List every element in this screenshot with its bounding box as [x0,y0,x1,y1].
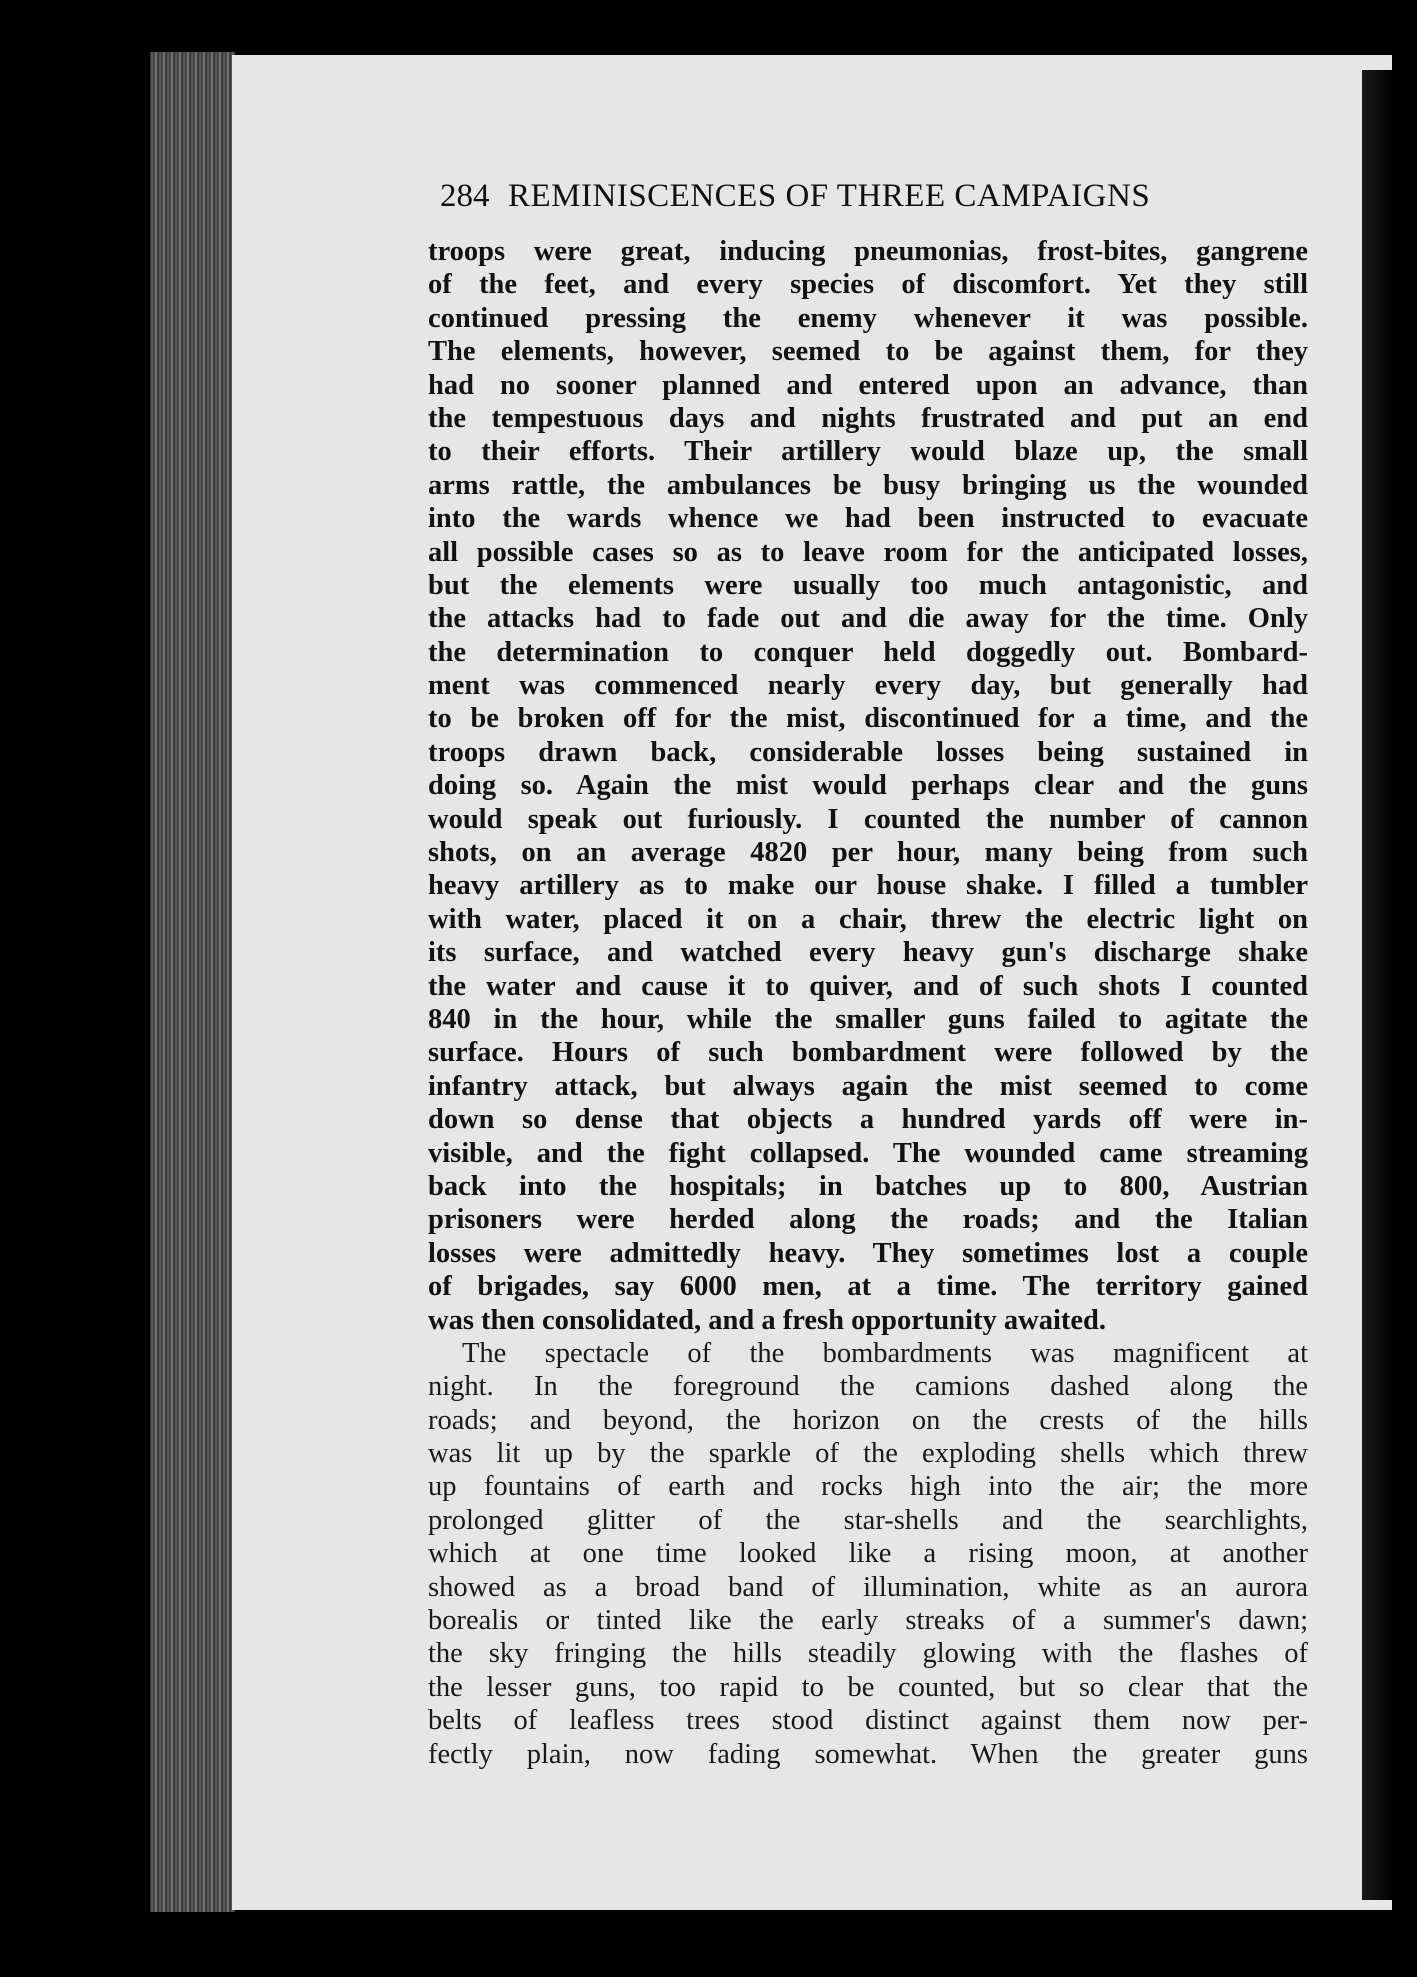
text-line: of the feet, and every species of discomfort. Yet they still [428,269,1308,301]
text-line: ment was commenced nearly every day, but generally had [428,670,1308,702]
text-line: prolonged glitter of the star-shells and the searchlights, [428,1504,1308,1536]
running-header [440,178,1270,222]
text-line: of brigades, say 6000 men, at a time. The territory gained [428,1271,1308,1303]
text-line: back into the hospitals; in batches up to 800, Austrian [428,1170,1308,1202]
body-text [428,235,1308,1771]
text-line: prisoners were herded along the roads; and the Italian [428,1204,1308,1236]
text-line: to their efforts. Their artillery would blaze up, the small [428,436,1308,468]
text-line: with water, placed it on a chair, threw the electric light on [428,903,1308,935]
book-page-edges [150,52,235,1912]
text-line: arms rattle, the ambulances be busy bringing us the wounded [428,469,1308,501]
text-line: infantry attack, but always again the mist seemed to come [428,1070,1308,1102]
text-line: would speak out furiously. I counted the number of cannon [428,803,1308,835]
text-line: heavy artillery as to make our house shake. I filled a tumbler [428,870,1308,902]
text-line: shots, on an average 4820 per hour, many being from such [428,837,1308,869]
text-line: the determination to conquer held doggedly out. Bombard- [428,636,1308,668]
text-line: fectly plain, now fading somewhat. When the greater guns [428,1738,1308,1770]
text-line: losses were admittedly heavy. They sometimes lost a couple [428,1237,1308,1269]
text-line: down so dense that objects a hundred yards off were in- [428,1104,1308,1136]
text-line: The elements, however, seemed to be against them, for they [428,336,1308,368]
text-line: the sky fringing the hills steadily glowing with the flashes of [428,1638,1308,1670]
text-line: the attacks had to fade out and die away for the time. Only [428,603,1308,635]
text-line: showed as a broad band of illumination, white as an aurora [428,1571,1308,1603]
page-number: 284 [440,178,490,214]
text-line: the lesser guns, too rapid to be counted, but so clear that the [428,1671,1308,1703]
text-line: the tempestuous days and nights frustrated and put an end [428,402,1308,434]
text-line: The spectacle of the bombardments was magnificent at [462,1337,1308,1369]
text-line: was then consolidated, and a fresh opportunity awaited. [428,1304,1107,1336]
text-line: belts of leafless trees stood distinct against them now per- [428,1705,1308,1737]
text-line: night. In the foreground the camions dashed along the [428,1371,1308,1403]
text-line: but the elements were usually too much antagonistic, and [428,569,1308,601]
binding-shadow [1362,70,1392,1900]
text-line: was lit up by the sparkle of the exploding shells which threw [428,1438,1308,1470]
text-line: up fountains of earth and rocks high into the air; the more [428,1471,1308,1503]
text-line: surface. Hours of such bombardment were followed by the [428,1037,1308,1069]
running-title: REMINISCENCES OF THREE CAMPAIGNS [508,178,1151,214]
text-line: doing so. Again the mist would perhaps clear and the guns [428,770,1308,802]
text-line: had no sooner planned and entered upon an advance, than [428,369,1308,401]
text-line: continued pressing the enemy whenever it was possible. [428,302,1308,334]
text-line: roads; and beyond, the horizon on the crests of the hills [428,1404,1308,1436]
text-line: to be broken off for the mist, discontinued for a time, and the [428,703,1308,735]
text-line: troops were great, inducing pneumonias, frost-bites, gangrene [428,236,1308,267]
text-line: 840 in the hour, while the smaller guns failed to agitate the [428,1003,1308,1035]
text-line: its surface, and watched every heavy gun's discharge shake [428,937,1308,969]
text-line: the water and cause it to quiver, and of such shots I counted [428,970,1308,1002]
text-line: into the wards whence we had been instructed to evacuate [428,503,1308,535]
text-line: which at one time looked like a rising moon, at another [428,1538,1308,1570]
text-line: troops drawn back, considerable losses being sustained in [428,736,1308,768]
text-line: borealis or tinted like the early streaks of a summer's dawn; [428,1605,1308,1637]
text-line: all possible cases so as to leave room for the anticipated losses, [428,536,1308,568]
text-line: visible, and the fight collapsed. The wounded came streaming [428,1137,1308,1169]
